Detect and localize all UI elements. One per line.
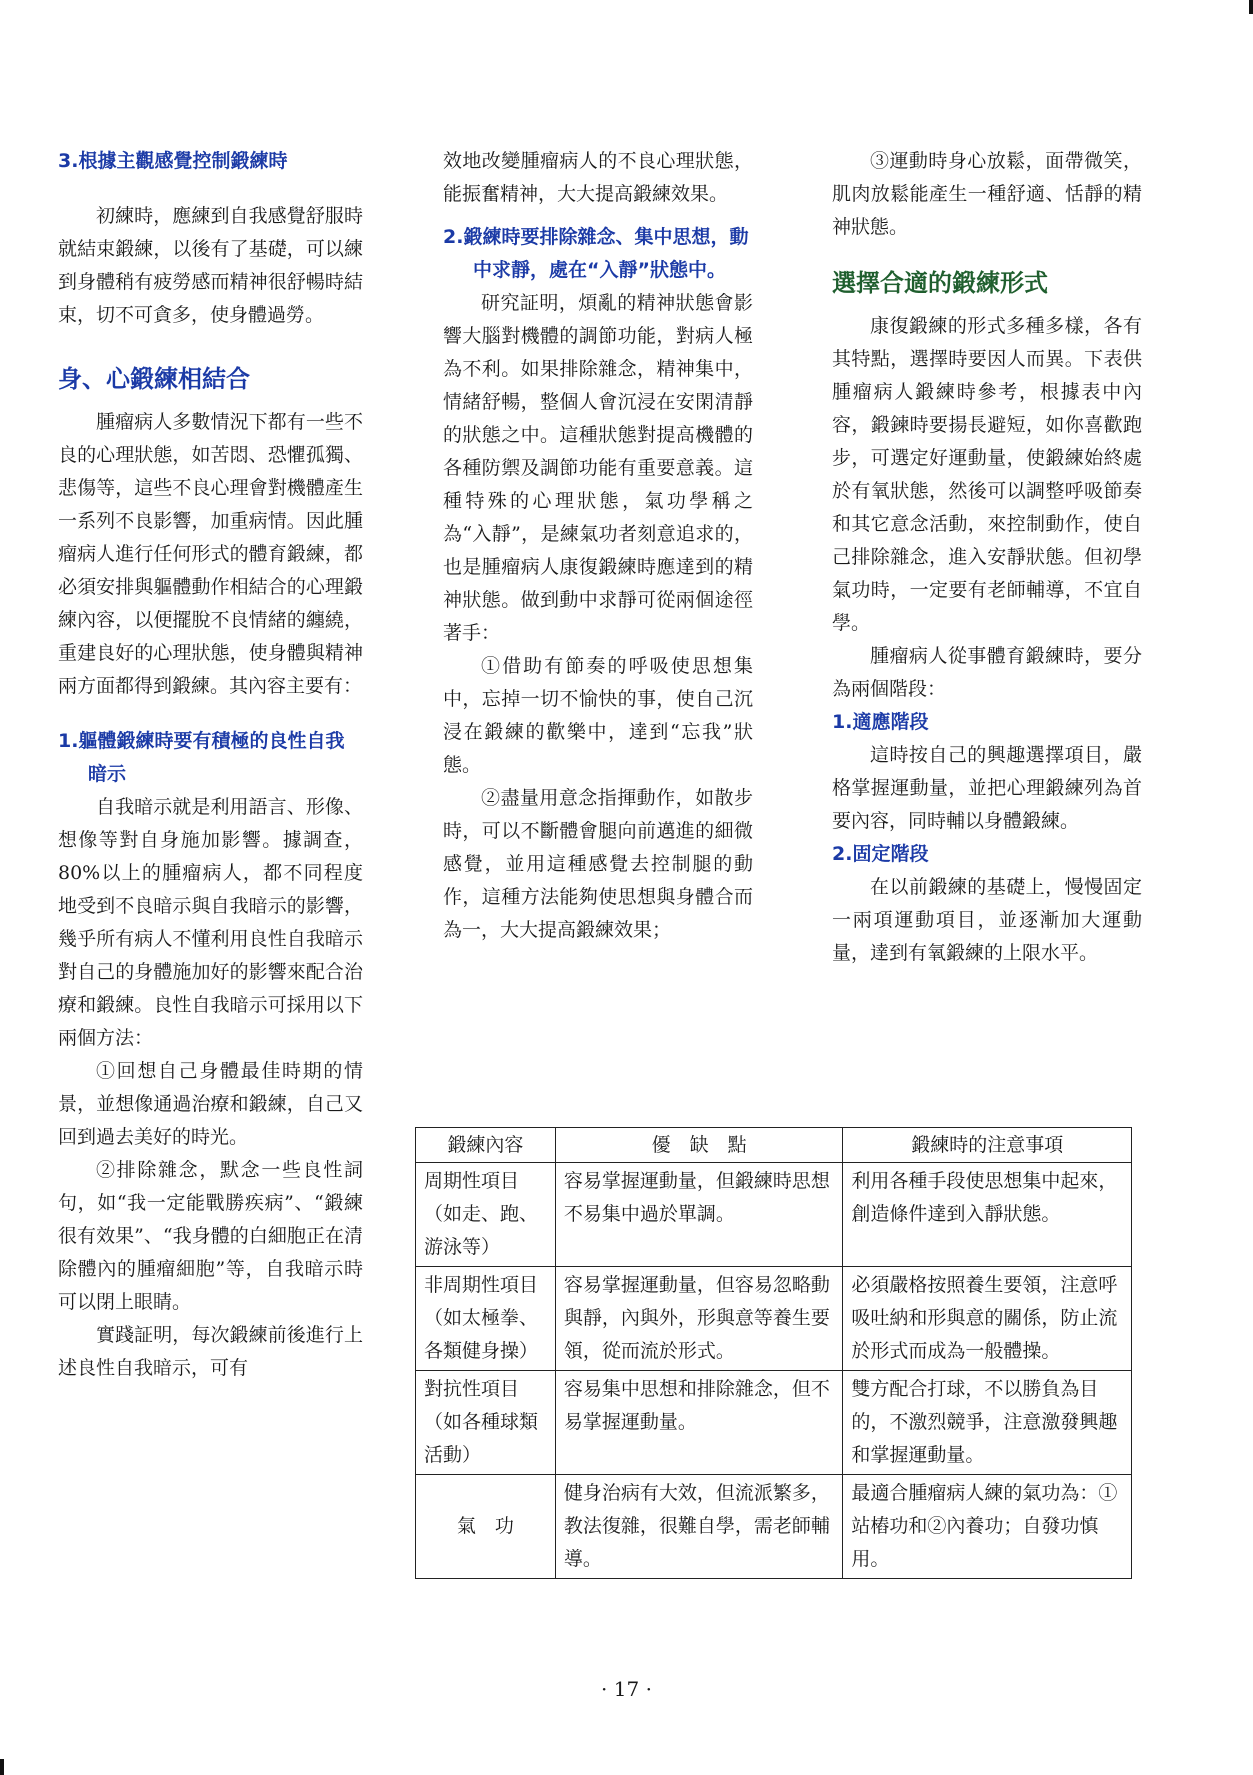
table-row [416, 1163, 1132, 1267]
table-cell: 雙方配合打球，不以勝負為目的，不激烈競爭，注意激發興趣和掌握運動量。 [843, 1371, 1132, 1475]
table-cell: 對抗性項目（如各種球類活動） [416, 1371, 556, 1475]
paragraph: 初練時，應練到自我感覺舒服時就結束鍛練，以後有了基礎，可以練到身體稍有疲勞感而精神很舒暢時結束，切不可貪多，使身體過勞。 [58, 205, 363, 326]
table-cell: 非周期性項目（如太極拳、各類健身操） [416, 1267, 556, 1371]
paragraph: ①借助有節奏的呼吸使思想集中，忘掉一切不愉快的事，使自己沉浸在鍛練的歡樂中，達到“忘我”狀態。 [443, 655, 753, 776]
page-number: · 17 · [601, 1677, 652, 1701]
table-row [416, 1371, 1132, 1475]
paragraph: ②盡量用意念指揮動作，如散步時，可以不斷體會腿向前邁進的細微感覺，並用這種感覺去控制腿的動作，這種方法能夠使思想與身體合而為一，大大提高鍛練效果； [443, 787, 753, 941]
table-cell: 容易掌握運動量，但鍛練時思想不易集中過於單調。 [555, 1163, 843, 1267]
paragraph: 自我暗示就是利用語言、形像、想像等對自身施加影響。據調查，80%以上的腫瘤病人，都不同程度地受到不良暗示與自我暗示的影響，幾乎所有病人不懂利用良性自我暗示對自己的身體施加好的影響來配合治療和鍛練。良性自我暗示可採用以下兩個方法： [58, 796, 363, 1049]
section-heading-body-mind: 身、心鍛練相結合 [58, 365, 250, 393]
paragraph: 腫瘤病人多數情況下都有一些不良的心理狀態，如苦悶、恐懼孤獨、悲傷等，這些不良心理會對機體產生一系列不良影響，加重病情。因此腫瘤病人進行任何形式的體育鍛練，都必須安排與軀體動作相結合的心理鍛練內容，以便擺脫不良情緒的纏繞，重建良好的心理狀態，使身體與精神兩方面都得到鍛練。其內容主要有： [58, 411, 363, 697]
table-cell: 容易掌握運動量，但容易忽略動與靜，內與外，形與意等養生要領，從而流於形式。 [555, 1267, 843, 1371]
table-cell: 氣 功 [416, 1475, 556, 1579]
paragraph: 實踐証明，每次鍛練前後進行上述良性自我暗示，可有 [58, 1324, 363, 1379]
scan-edge-mark [0, 1759, 4, 1775]
table-header: 優 缺 點 [555, 1128, 843, 1163]
paragraph: ③運動時身心放鬆，面帶微笑，肌肉放鬆能產生一種舒適、恬靜的精神狀態。 [832, 150, 1142, 238]
paragraph: ②排除雜念，默念一些良性詞句，如“我一定能戰勝疾病”、“鍛練很有效果”、“我身體的白細胞正在清除體內的腫瘤細胞”等，自我暗示時可以閉上眼睛。 [58, 1159, 363, 1313]
subheading-quiet-in-motion: 2.鍛練時要排除雜念、集中思想，動中求靜，處在“入靜”狀態中。 [443, 226, 749, 281]
column-2 [443, 145, 753, 947]
table-header: 鍛練時的注意事項 [843, 1128, 1132, 1163]
subheading-self-suggestion: 1.軀體鍛練時要有積極的良性自我暗示 [58, 730, 345, 785]
section-heading-choose-form: 選擇合適的鍛練形式 [832, 269, 1048, 297]
table-cell: 最適合腫瘤病人練的氣功為：①站樁功和②內養功；自發功慎用。 [843, 1475, 1132, 1579]
table-cell: 周期性項目（如走、跑、游泳等） [416, 1163, 556, 1267]
table-row [416, 1475, 1132, 1579]
paragraph: 腫瘤病人從事體育鍛練時，要分為兩個階段： [832, 645, 1142, 700]
scan-edge-mark [1249, 0, 1253, 14]
table-cell: 必須嚴格按照養生要領，注意呼吸吐納和形與意的關係，防止流於形式而成為一般體操。 [843, 1267, 1132, 1371]
table-cell: 容易集中思想和排除雜念，但不易掌握運動量。 [555, 1371, 843, 1475]
exercise-table [415, 1127, 1132, 1579]
subheading-control-by-feeling: 3.根據主觀感覺控制鍛練時 [58, 150, 288, 172]
paragraph: 這時按自己的興趣選擇項目，嚴格掌握運動量，並把心理鍛練列為首要內容，同時輔以身體鍛練。 [832, 744, 1142, 832]
paragraph: 效地改變腫瘤病人的不良心理狀態，能振奮精神，大大提高鍛練效果。 [443, 150, 753, 205]
paragraph: 研究証明，煩亂的精神狀態會影響大腦對機體的調節功能，對病人極為不利。如果排除雜念，精神集中，情緒舒暢，整個人會沉浸在安閑清靜的狀態之中。這種狀態對提高機體的各種防禦及調節功能有重要意義。這種特殊的心理狀態，氣功學稱之為“入靜”，是練氣功者刻意追求的，也是腫瘤病人康復鍛練時應達到的精神狀態。做到動中求靜可從兩個途徑著手： [443, 292, 753, 644]
paragraph: 康復鍛練的形式多種多樣，各有其特點，選擇時要因人而異。下表供腫瘤病人鍛練時參考，根據表中內容，鍛鍊時要揚長避短，如你喜歡跑步，可選定好運動量，使鍛練始終處於有氧狀態，然後可以調整呼吸節奏和其它意念活動，來控制動作，使自己排除雜念，進入安靜狀態。但初學氣功時，一定要有老師輔導，不宜自學。 [832, 315, 1142, 634]
table-header: 鍛練內容 [416, 1128, 556, 1163]
table-cell: 健身治病有大效，但流派繁多，教法復雜，很難自學，需老師輔導。 [555, 1475, 843, 1579]
table-cell: 利用各種手段使思想集中起來，創造條件達到入靜狀態。 [843, 1163, 1132, 1267]
subheading-stage-fixed: 2.固定階段 [832, 843, 929, 865]
table-row [416, 1267, 1132, 1371]
table-header-row [416, 1128, 1132, 1163]
paragraph: ①回想自己身體最佳時期的情景，並想像通過治療和鍛練，自己又回到過去美好的時光。 [58, 1060, 363, 1148]
column-3 [832, 145, 1142, 970]
subheading-stage-adapt: 1.適應階段 [832, 711, 929, 733]
column-1 [58, 145, 363, 1385]
paragraph: 在以前鍛練的基礎上，慢慢固定一兩項運動項目，並逐漸加大運動量，達到有氧鍛練的上限水平。 [832, 876, 1142, 964]
